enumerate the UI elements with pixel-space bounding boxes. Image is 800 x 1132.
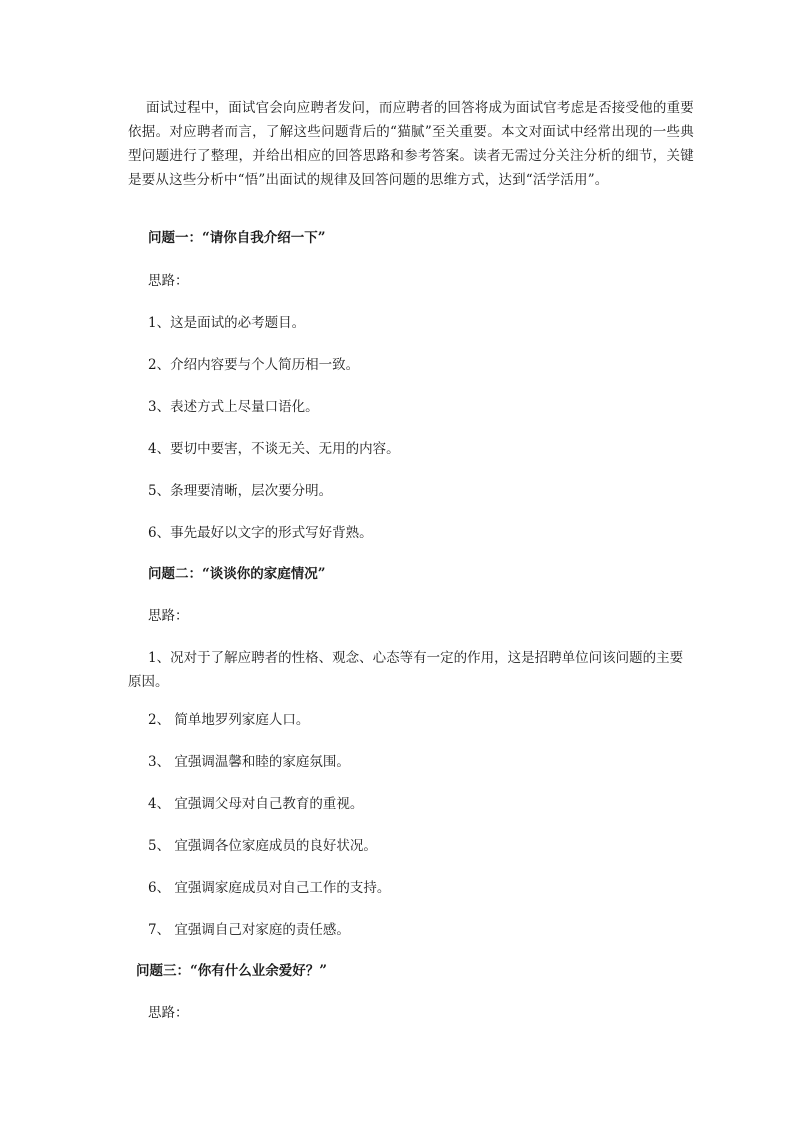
question-1-label: 思路： — [148, 273, 189, 289]
question-1-item: 4、要切中要害，不谈无关、无用的内容。 — [148, 441, 400, 457]
question-1-item: 1、这是面试的必考题目。 — [148, 315, 306, 331]
question-2-heading: 问题二：“谈谈你的家庭情况” — [148, 566, 326, 582]
question-2-item: 5、 宜强调各位家庭成员的良好状况。 — [148, 838, 377, 854]
question-1-heading: 问题一：“请你自我介绍一下” — [148, 230, 326, 246]
intro-paragraph — [128, 96, 694, 192]
question-2-item: 4、 宜强调父母对自己教育的重视。 — [148, 796, 364, 812]
question-2-item: 2、 简单地罗列家庭人口。 — [148, 712, 310, 728]
question-2-item-text: 1、况对于了解应聘者的性格、观念、心态等有一定的作用，这是招聘单位问该问题的主要原因。 — [128, 650, 684, 690]
question-1-item: 6、事先最好以文字的形式写好背熟。 — [148, 525, 373, 541]
question-3-label: 思路： — [148, 1005, 189, 1021]
question-2-item: 3、 宜强调温馨和睦的家庭氛围。 — [148, 754, 350, 770]
question-2-item: 6、 宜强调家庭成员对自己工作的支持。 — [148, 880, 391, 896]
question-2-item — [128, 646, 694, 694]
question-2-item: 7、 宜强调自己对家庭的责任感。 — [148, 922, 350, 938]
question-1-item: 3、表述方式上尽量口语化。 — [148, 399, 319, 415]
question-1-item: 5、条理要清晰，层次要分明。 — [148, 483, 333, 499]
question-3-heading: 问题三：“你有什么业余爱好？” — [136, 963, 328, 979]
intro-text: 面试过程中，面试官会向应聘者发问，而应聘者的回答将成为面试官考虑是否接受他的重要依据。对应聘者而言，了解这些问题背后的“猫腻”至关重要。本文对面试中经常出现的一些典型问题进行了整理，并给出相应的回答思路和参考答案。读者无需过分关注分析的细节，关键是要从这些分析中“悟”出面试的规律及回答问题的思维方式，达到“活学活用”。 — [128, 100, 694, 188]
question-1-item: 2、介绍内容要与个人简历相一致。 — [148, 357, 360, 373]
question-2-label: 思路： — [148, 608, 189, 624]
